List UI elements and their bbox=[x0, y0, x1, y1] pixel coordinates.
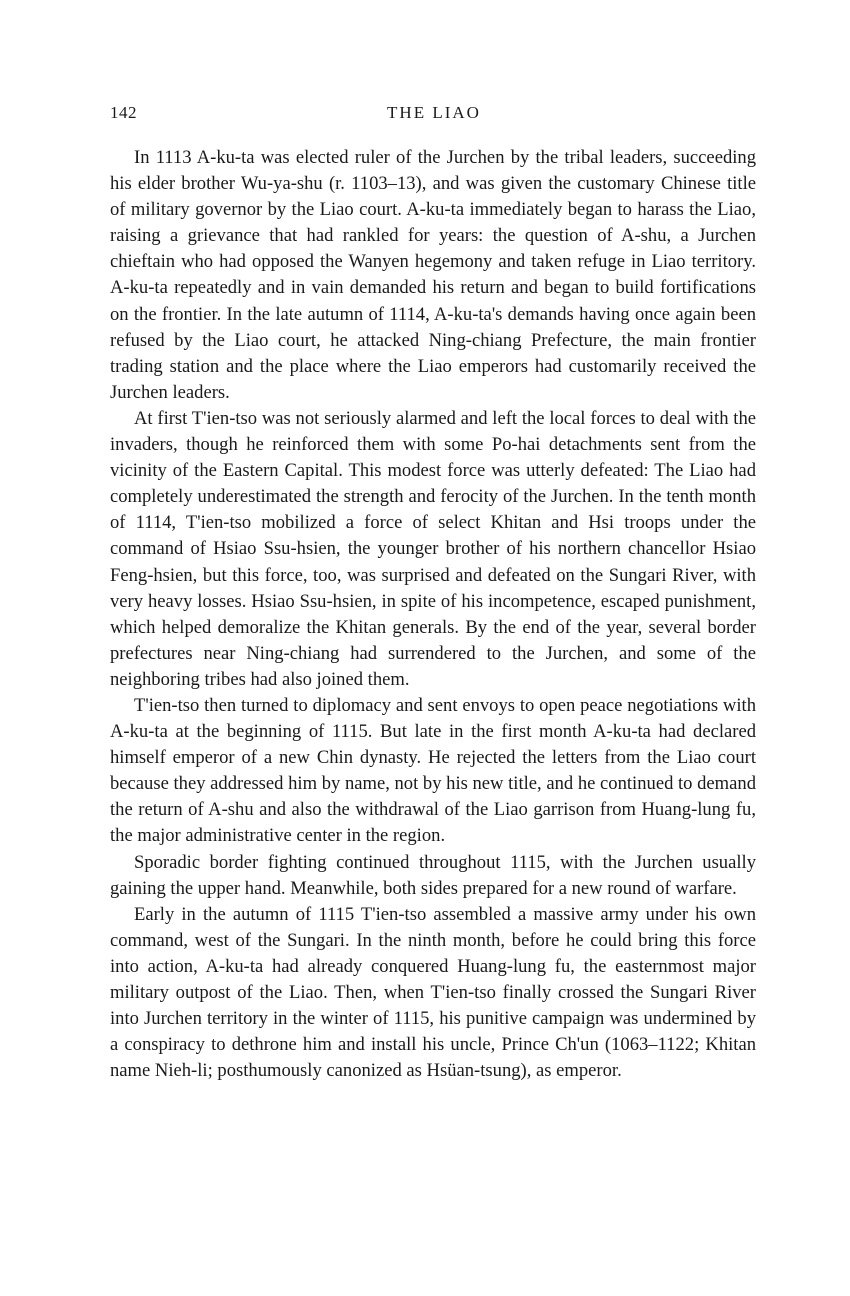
running-head bbox=[110, 103, 758, 127]
paragraph: Sporadic border fighting continued throughout 1115, with the Jurchen usually gaining the upper hand. Meanwhile, both sides prepared for a new round of warfare. bbox=[110, 851, 756, 899]
body-text bbox=[110, 145, 756, 1084]
running-title: THE LIAO bbox=[387, 103, 481, 122]
paragraph: Early in the autumn of 1115 T'ien-tso assembled a massive army under his own command, west of the Sungari. In the ninth month, before he could bring this force into action, A-ku-ta had already conquered Huang-lung fu, the easternmost major military outpost of the Liao. Then, when T'ien-tso finally crossed the Sungari River into Jurchen territory in the winter of 1115, his punitive campaign was undermined by a conspiracy to dethrone him and install his uncle, Prince Ch'un (1063–1122; Khitan name Nieh-li; posthumously canonized as Hsüan-tsung), as emperor. bbox=[110, 903, 756, 1082]
page-number: 142 bbox=[110, 103, 137, 122]
paragraph: T'ien-tso then turned to diplomacy and sent envoys to open peace negotiations with A-ku-ta at the beginning of 1115. But late in the first month A-ku-ta had declared himself emperor of a new Chin dynasty. He rejected the letters from the Liao court because they addressed him by name, not by his new title, and he continued to demand the return of A-shu and also the withdrawal of the Liao garrison from Huang-lung fu, the major administrative center in the region. bbox=[110, 694, 756, 847]
paragraph: At first T'ien-tso was not seriously alarmed and left the local forces to deal with the invaders, though he reinforced them with some Po-hai detachments sent from the vicinity of the Eastern Capital. This modest force was utterly defeated: The Liao had completely underestimated the strength and ferocity of the Jurchen. In the tenth month of 1114, T'ien-tso mobilized a force of select Khitan and Hsi troops under the command of Hsiao Ssu-hsien, the younger brother of his northern chancellor Hsiao Feng-hsien, but this force, too, was surprised and defeated on the Sungari River, with very heavy losses. Hsiao Ssu-hsien, in spite of his incompetence, escaped punishment, which helped demoralize the Khitan generals. By the end of the year, several border prefectures near Ning-chiang had surrendered to the Jurchen, and some of the neighboring tribes had also joined them. bbox=[110, 407, 756, 690]
paragraph: In 1113 A-ku-ta was elected ruler of the Jurchen by the tribal leaders, succeeding his elder brother Wu-ya-shu (r. 1103–13), and was given the customary Chinese title of military governor by the Liao court. A-ku-ta immediately began to harass the Liao, raising a grievance that had rankled for years: the question of A-shu, a Jurchen chieftain who had opposed the Wanyen hegemony and taken refuge in Liao territory. A-ku-ta repeatedly and in vain demanded his return and began to build fortifications on the frontier. In the late autumn of 1114, A-ku-ta's demands having once again been refused by the Liao court, he attacked Ning-chiang Prefecture, the main frontier trading station and the place where the Liao emperors had customarily received the Jurchen leaders. bbox=[110, 147, 756, 403]
